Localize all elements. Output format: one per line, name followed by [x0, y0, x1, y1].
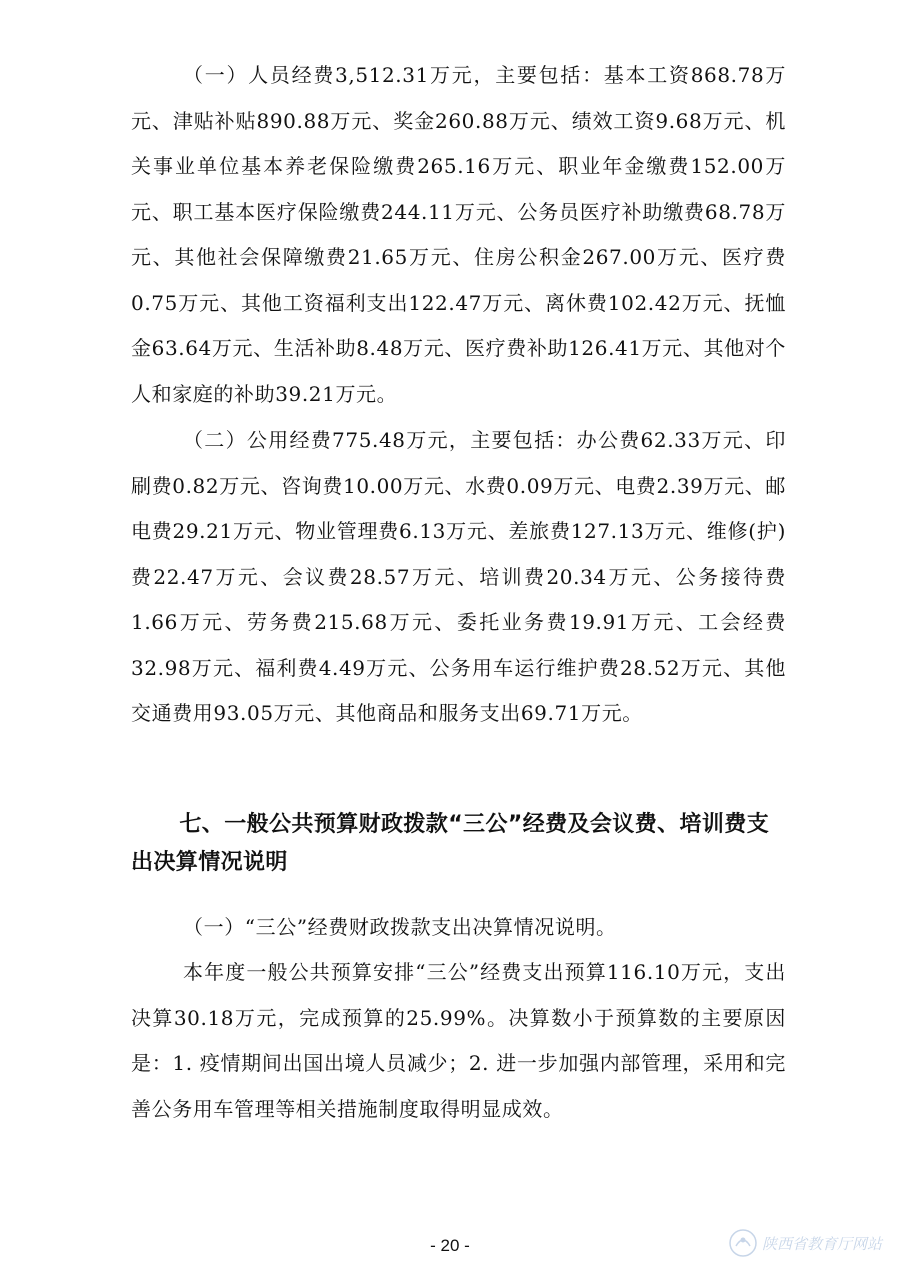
paragraph-three-public-budget: 本年度一般公共预算安排“三公”经费支出预算116.10万元，支出决算30.18万元，完成预算的25.99%。决算数小于预算数的主要原因是：1. 疫情期间出国出境人员减少；2. 进一步加强内部管理，采用和完善公务用车管理等相关措施制度取得明显成效。	[131, 960, 786, 1121]
paragraph-personnel-expenses: （一）人员经费3,512.31万元，主要包括：基本工资868.78万元、津贴补贴890.88万元、奖金260.88万元、绩效工资9.68万元、机关事业单位基本养老保险缴费265.16万元、职业年金缴费152.00万元、职工基本医疗保险缴费244.11万元、公务员医疗补助缴费68.78万元、其他社会保障缴费21.65万元、住房公积金267.00万元、医疗费0.75万元、其他工资福利支出122.47万元、离休费102.42万元、抚恤金63.64万元、生活补助8.48万元、医疗费补助126.41万元、其他对个人和家庭的补助39.21万元。	[131, 63, 786, 406]
section-heading: 七、一般公共预算财政拨款“三公”经费及会议费、培训费支出决算情况说明	[131, 812, 770, 875]
section-subheading: （一）“三公”经费财政拨款支出决算情况说明。	[183, 915, 617, 939]
watermark-text: 陕西省教育厅网站	[762, 1235, 883, 1253]
emblem-icon	[728, 1228, 758, 1258]
page-number: - 20 -	[430, 1236, 470, 1255]
watermark	[728, 1224, 898, 1264]
paragraph-public-expenses: （二）公用经费775.48万元，主要包括：办公费62.33万元、印刷费0.82万元、咨询费10.00万元、水费0.09万元、电费2.39万元、邮电费29.21万元、物业管理费6.13万元、差旅费127.13万元、维修(护)费22.47万元、会议费28.57万元、培训费20.34万元、公务接待费1.66万元、劳务费215.68万元、委托业务费19.91万元、工会经费32.98万元、福利费4.49万元、公务用车运行维护费28.52万元、其他交通费用93.05万元、其他商品和服务支出69.71万元。	[131, 428, 786, 725]
